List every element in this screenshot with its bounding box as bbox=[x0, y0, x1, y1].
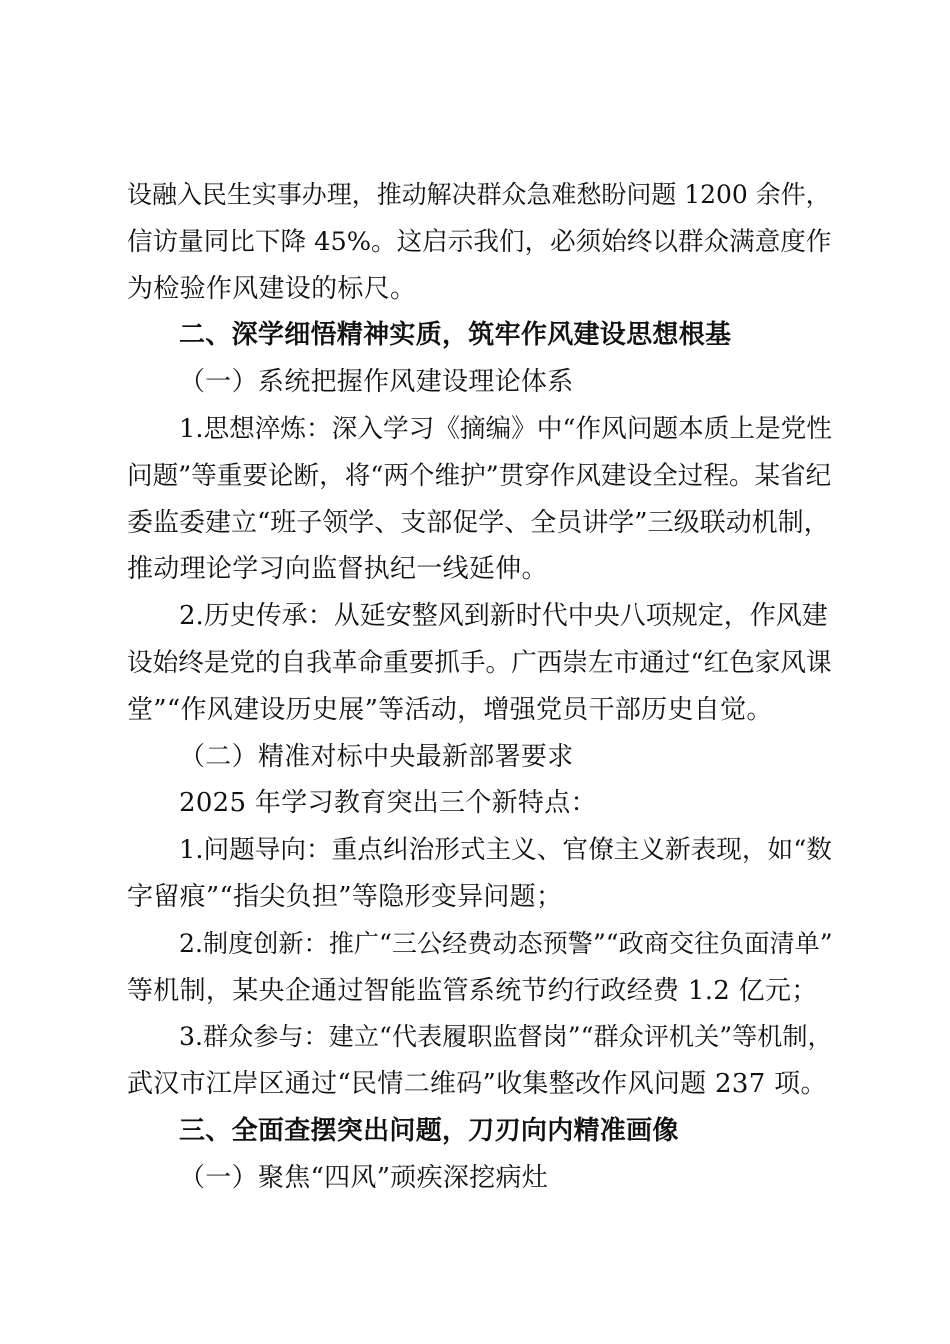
subsection-heading-2-2: （二）精准对标中央最新部署要求 bbox=[179, 741, 574, 772]
paragraph-line: 2.制度创新：推广“三公经费动态预警”“政商交往负面清单” bbox=[179, 928, 833, 958]
section-heading-3: 三、全面查摆突出问题，刀刃向内精准画像 bbox=[179, 1115, 679, 1146]
paragraph-line: 堂”“作风建设历史展”等活动，增强党员干部历史自觉。 bbox=[127, 694, 773, 725]
paragraph-line: 问题”等重要论断，将“两个维护”贯穿作风建设全过程。某省纪 bbox=[127, 460, 832, 491]
paragraph-line: 3.群众参与：建立“代表履职监督岗”“群众评机关”等机制， bbox=[179, 1022, 833, 1052]
paragraph-line: 设融入民生实事办理，推动解决群众急难愁盼问题 1200 余件， bbox=[127, 180, 831, 209]
paragraph-line: 委监委建立“班子领学、支部促学、全员讲学”三级联动机制， bbox=[127, 507, 830, 538]
paragraph-line: 武汉市江岸区通过“民情二维码”收集整改作风问题 237 项。 bbox=[127, 1069, 827, 1100]
section-heading-2: 二、深学细悟精神实质，筑牢作风建设思想根基 bbox=[179, 320, 732, 351]
paragraph-line: 2.历史传承：从延安整风到新时代中央八项规定，作风建 bbox=[179, 601, 828, 632]
paragraph-line: 1.思想淬炼：深入学习《摘编》中“作风问题本质上是党性 bbox=[179, 413, 832, 444]
paragraph-line: 推动理论学习向监督执纪一线延伸。 bbox=[127, 554, 548, 585]
subsection-heading-2-1: （一）系统把握作风建设理论体系 bbox=[179, 367, 574, 398]
paragraph-line: 2025 年学习教育突出三个新特点： bbox=[179, 788, 597, 819]
paragraph-line: 为检验作风建设的标尺。 bbox=[127, 273, 417, 304]
paragraph-line: 信访量同比下降 45%。这启示我们，必须始终以群众满意度作 bbox=[127, 226, 832, 257]
paragraph-line: 字留痕”“指尖负担”等隐形变异问题； bbox=[127, 881, 563, 912]
paragraph-line: 1.问题导向：重点纠治形式主义、官僚主义新表现，如“数 bbox=[179, 835, 832, 866]
subsection-heading-3-1: （一）聚焦“四风”顽疾深挖病灶 bbox=[179, 1162, 549, 1193]
paragraph-line: 设始终是党的自我革命重要抓手。广西崇左市通过“红色家风课 bbox=[127, 647, 832, 678]
paragraph-line: 等机制，某央企通过智能监管系统节约行政经费 1.2 亿元； bbox=[127, 975, 818, 1006]
document-body bbox=[127, 172, 835, 1202]
